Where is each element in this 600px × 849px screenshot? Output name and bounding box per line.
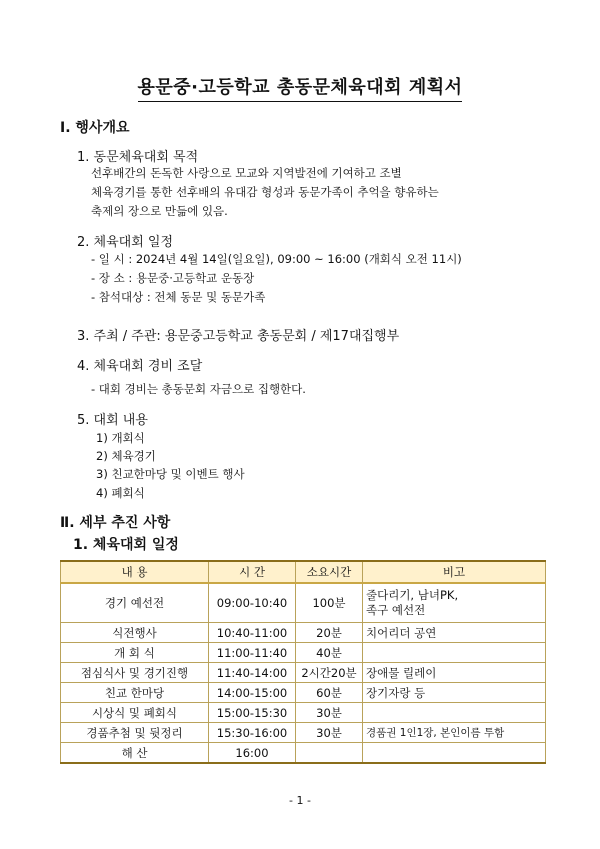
item-1-line: 축제의 장으로 만듦에 있음. (91, 204, 228, 218)
cell-time: 09:00-10:40 (209, 583, 296, 623)
document-title: 용문중·고등학교 총동문체육대회 계획서 (0, 73, 600, 102)
section-1-heading: Ⅰ. 행사개요 (60, 120, 130, 136)
section-2-heading: Ⅱ. 세부 추진 사항 (60, 515, 171, 531)
item-5-heading: 5. 대회 내용 (77, 413, 148, 428)
item-4-line: - 대회 경비는 총동문회 자금으로 집행한다. (91, 382, 306, 396)
cell-time: 10:40-11:00 (209, 623, 296, 643)
item-2-line: - 참석대상 : 전체 동문 및 동문가족 (91, 290, 266, 304)
table-row (61, 743, 546, 764)
cell-time: 11:00-11:40 (209, 643, 296, 663)
cell-time: 11:40-14:00 (209, 663, 296, 683)
cell-content: 경품추첨 및 뒷정리 (61, 723, 209, 743)
item-5-line: 4) 폐회식 (96, 486, 145, 500)
cell-time: 14:00-15:00 (209, 683, 296, 703)
item-4-heading: 4. 체육대회 경비 조달 (77, 359, 203, 374)
cell-duration (296, 743, 363, 764)
cell-note: 줄다리기, 남녀PK, 족구 예선전 (363, 583, 546, 623)
cell-content: 해 산 (61, 743, 209, 764)
table-row (61, 703, 546, 723)
cell-note (363, 703, 546, 723)
header-duration: 소요시간 (296, 561, 363, 583)
item-3-heading: 3. 주최 / 주관: 용문중고등학교 총동문회 / 제17대집행부 (77, 329, 400, 344)
item-1-heading: 1. 동문체육대회 목적 (77, 150, 199, 165)
item-1-line: 선후배간의 돈독한 사랑으로 모교와 지역발전에 기여하고 조별 (91, 166, 402, 180)
cell-duration: 30분 (296, 703, 363, 723)
section-2-subheading: 1. 체육대회 일정 (73, 537, 179, 553)
table-header-row (61, 561, 546, 583)
header-note: 비고 (363, 561, 546, 583)
table-row (61, 583, 546, 623)
cell-note: 장애물 릴레이 (363, 663, 546, 683)
cell-note: 치어리더 공연 (363, 623, 546, 643)
item-1-line: 체육경기를 통한 선후배의 유대감 형성과 동문가족이 추억을 향유하는 (91, 185, 439, 199)
cell-note: 장기자랑 등 (363, 683, 546, 703)
table-row (61, 623, 546, 643)
cell-time: 15:30-16:00 (209, 723, 296, 743)
cell-content: 친교 한마당 (61, 683, 209, 703)
cell-duration: 100분 (296, 583, 363, 623)
item-2-heading: 2. 체육대회 일정 (77, 235, 174, 250)
cell-content: 식전행사 (61, 623, 209, 643)
item-5-line: 3) 친교한마당 및 이벤트 행사 (96, 467, 245, 481)
cell-time: 16:00 (209, 743, 296, 764)
cell-note (363, 643, 546, 663)
item-2-line: - 일 시 : 2024년 4월 14일(일요일), 09:00 ~ 16:00 (개회식 오전 11시) (91, 252, 462, 266)
table-row (61, 663, 546, 683)
cell-duration: 2시간20분 (296, 663, 363, 683)
item-2-line: - 장 소 : 용문중·고등학교 운동장 (91, 271, 255, 285)
item-5-line: 1) 개회식 (96, 431, 145, 445)
cell-note (363, 743, 546, 764)
page-number: - 1 - (289, 794, 311, 807)
cell-content: 시상식 및 폐회식 (61, 703, 209, 723)
cell-time: 15:00-15:30 (209, 703, 296, 723)
cell-content: 점심식사 및 경기진행 (61, 663, 209, 683)
header-time: 시 간 (209, 561, 296, 583)
table-row (61, 723, 546, 743)
cell-duration: 30분 (296, 723, 363, 743)
cell-content: 개 회 식 (61, 643, 209, 663)
schedule-table (60, 560, 546, 764)
table-row (61, 643, 546, 663)
cell-content: 경기 예선전 (61, 583, 209, 623)
header-content: 내 용 (61, 561, 209, 583)
table-row (61, 683, 546, 703)
cell-note: 경품권 1인1장, 본인이름 투함 (363, 723, 546, 743)
cell-duration: 20분 (296, 623, 363, 643)
cell-duration: 40분 (296, 643, 363, 663)
item-5-line: 2) 체육경기 (96, 449, 156, 463)
cell-duration: 60분 (296, 683, 363, 703)
